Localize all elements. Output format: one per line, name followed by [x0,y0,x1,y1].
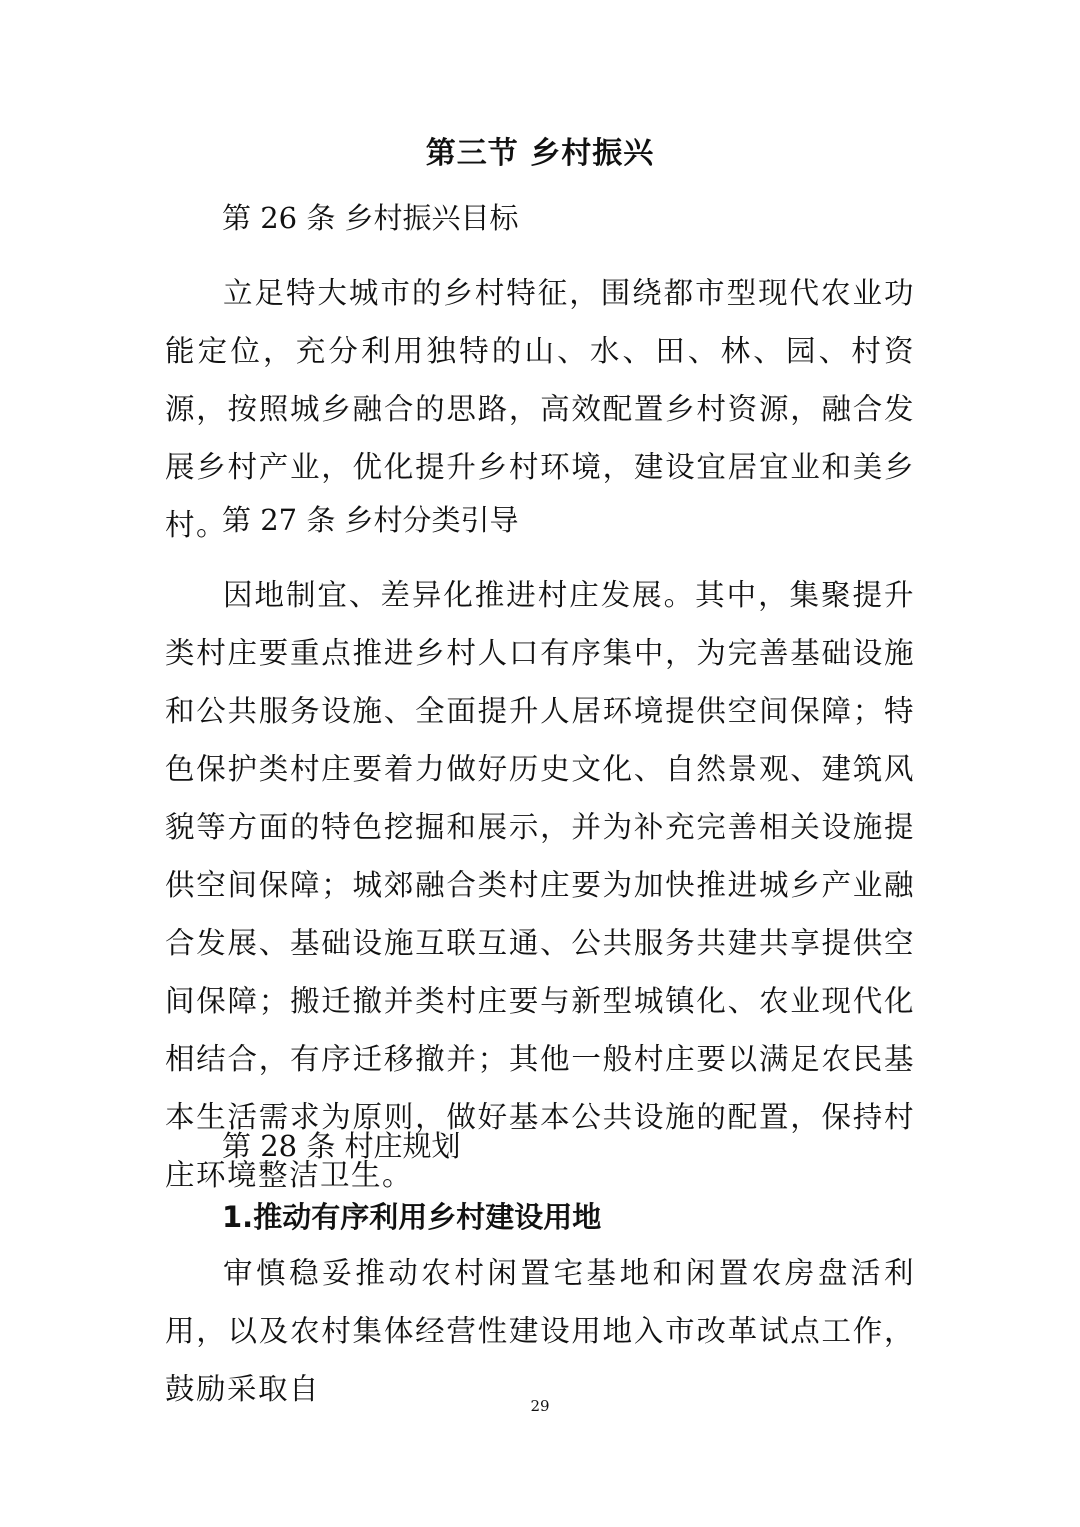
article-28-heading: 第 28 条 村庄规划 [222,1129,461,1163]
article-26-heading: 第 26 条 乡村振兴目标 [222,201,519,235]
article-28-subheading: 1.推动有序利用乡村建设用地 [222,1200,602,1234]
page-number: 29 [530,1397,550,1415]
article-28-paragraph: 审慎稳妥推动农村闲置宅基地和闲置农房盘活利用，以及农村集体经营性建设用地入市改革试点工作，鼓励采取自 [165,1256,915,1406]
article-26-paragraph: 立足特大城市的乡村特征，围绕都市型现代农业功能定位，充分利用独特的山、水、田、林、园、村资源，按照城乡融合的思路，高效配置乡村资源，融合发展乡村产业，优化提升乡村环境，建设宜居宜业和美乡村。 [165,276,915,542]
article-27-heading: 第 27 条 乡村分类引导 [222,503,519,537]
article-27-paragraph: 因地制宜、差异化推进村庄发展。其中，集聚提升类村庄要重点推进乡村人口有序集中，为完善基础设施和公共服务设施、全面提升人居环境提供空间保障；特色保护类村庄要着力做好历史文化、自然景观、建筑风貌等方面的特色挖掘和展示，并为补充完善相关设施提供空间保障；城郊融合类村庄要为加快推进城乡产业融合发展、基础设施互联互通、公共服务共建共享提供空间保障；搬迁撤并类村庄要与新型城镇化、农业现代化相结合，有序迁移撤并；其他一般村庄要以满足农民基本生活需求为原则，做好基本公共设施的配置，保持村庄环境整洁卫生。 [165,578,915,1192]
section-title: 第三节 乡村振兴 [425,136,655,171]
